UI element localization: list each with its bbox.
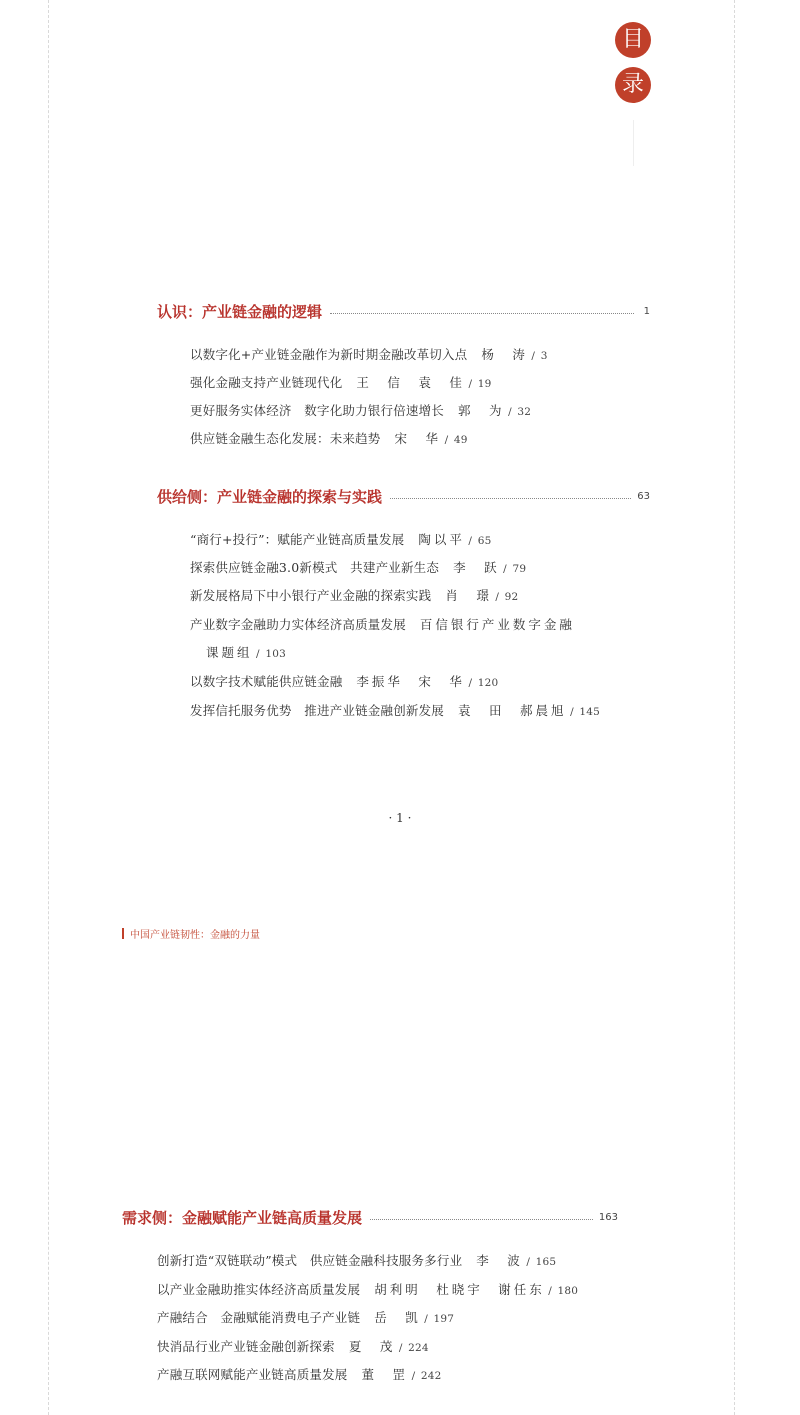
toc-entry[interactable]: 供应链金融生态化发展：未来趋势 宋 华 / 49 <box>190 431 468 446</box>
entry-author: 李 波 <box>476 1253 523 1268</box>
page-number: · 1 · <box>388 811 412 825</box>
section-title: 供给侧：产业链金融的探索与实践 <box>157 488 383 506</box>
entry-title: 新发展格局下中小银行产业金融的探索实践 <box>190 588 432 603</box>
toc-entry[interactable]: 产融结合 金融赋能消费电子产业链 岳 凯 / 197 <box>157 1310 455 1325</box>
running-head <box>122 926 260 941</box>
entry-author: 百信银行产业数字金融 <box>419 617 575 632</box>
entry-page: 242 <box>420 1370 442 1382</box>
dot-leader <box>370 1219 593 1220</box>
section-heading[interactable] <box>157 486 650 507</box>
entry-author: 夏 茂 <box>348 1339 396 1354</box>
entry-page: 32 <box>517 406 532 418</box>
toc-entry[interactable]: 发挥信托服务优势 推进产业链金融创新发展 袁 田 郝晨旭 / 145 <box>190 703 601 718</box>
section-page: 163 <box>598 1212 618 1223</box>
entry-title: 产业数字金融助力实体经济高质量发展 <box>190 617 406 632</box>
toc-entry[interactable] <box>190 615 575 633</box>
entry-page: 19 <box>477 378 492 390</box>
toc-entry[interactable]: 创新打造“双链联动”模式 供应链金融科技服务多行业 李 波 / 165 <box>157 1253 557 1268</box>
entry-page: 180 <box>557 1285 579 1297</box>
entry-title: 供应链金融生态化发展：未来趋势 <box>190 431 381 446</box>
toc-entry[interactable]: 更好服务实体经济 数字化助力银行倍速增长 郭 为 / 32 <box>190 403 532 418</box>
section-heading[interactable] <box>122 1207 618 1228</box>
entry-page: 79 <box>512 563 527 575</box>
toc-entry[interactable]: 强化金融支持产业链现代化 王 信 袁 佳 / 19 <box>190 375 492 390</box>
entry-title: 更好服务实体经济 数字化助力银行倍速增长 <box>190 403 445 418</box>
entry-author: 岳 凯 <box>374 1310 421 1325</box>
entry-page: 49 <box>453 434 468 446</box>
entry-author: 王 信 袁 佳 <box>356 375 465 390</box>
entry-page: 197 <box>433 1313 455 1325</box>
dot-leader <box>330 313 634 314</box>
entry-author-continuation: 课题组 <box>206 645 253 660</box>
toc-entry-continuation[interactable]: 课题组 / 103 <box>206 645 286 660</box>
section-title: 认识：产业链金融的逻辑 <box>157 303 323 321</box>
entry-page: 120 <box>477 677 499 689</box>
section-page: 63 <box>637 491 650 502</box>
right-margin-guide <box>734 0 735 1415</box>
toc-entry[interactable]: “商行+投行”：赋能产业链高质量发展 陶以平 / 65 <box>190 532 492 547</box>
toc-entry[interactable]: 产融互联网赋能产业链高质量发展 董 罡 / 242 <box>157 1367 442 1382</box>
toc-entry[interactable]: 以数字技术赋能供应链金融 李振华 宋 华 / 120 <box>190 674 499 689</box>
toc-entry[interactable]: 快消品行业产业链金融创新探索 夏 茂 / 224 <box>157 1339 429 1354</box>
decorative-line <box>633 120 634 166</box>
entry-title: 创新打造“双链联动”模式 供应链金融科技服务多行业 <box>157 1253 463 1268</box>
running-head-text: 中国产业链韧性：金融的力量 <box>130 930 260 941</box>
toc-entry[interactable]: 新发展格局下中小银行产业金融的探索实践 肖 璟 / 92 <box>190 588 519 603</box>
entry-author: 杨 涛 <box>481 347 528 362</box>
entry-page: 224 <box>408 1342 429 1354</box>
entry-title: 探索供应链金融3.0新模式 共建产业新生态 <box>190 560 440 575</box>
toc-title-char-2: 录 <box>615 67 651 103</box>
toc-entry[interactable]: 以数字化+产业链金融作为新时期金融改革切入点 杨 涛 / 3 <box>190 347 548 362</box>
toc-entry[interactable]: 探索供应链金融3.0新模式 共建产业新生态 李 跃 / 79 <box>190 560 527 575</box>
entry-page: 145 <box>579 706 601 718</box>
entry-title: 产融结合 金融赋能消费电子产业链 <box>157 1310 361 1325</box>
entry-title: 产融互联网赋能产业链高质量发展 <box>157 1367 348 1382</box>
entry-title: 发挥信托服务优势 推进产业链金融创新发展 <box>190 703 445 718</box>
entry-author: 董 罡 <box>361 1367 409 1382</box>
entry-author: 郭 为 <box>458 403 505 418</box>
entry-page: 92 <box>504 591 519 603</box>
entry-title: 快消品行业产业链金融创新探索 <box>157 1339 335 1354</box>
entry-author: 李 跃 <box>453 560 500 575</box>
entry-author: 李振华 宋 华 <box>356 674 465 689</box>
dot-leader <box>390 498 631 499</box>
entry-title: “商行+投行”：赋能产业链高质量发展 <box>190 532 405 547</box>
entry-author: 陶以平 <box>418 532 465 547</box>
entry-page: 103 <box>265 648 286 660</box>
entry-page: 3 <box>540 350 548 362</box>
running-head-bar <box>122 928 124 939</box>
entry-title: 以数字化+产业链金融作为新时期金融改革切入点 <box>190 347 468 362</box>
section-page: 1 <box>643 306 650 317</box>
left-margin-guide <box>48 0 49 1415</box>
entry-title: 以产业金融助推实体经济高质量发展 <box>157 1282 361 1297</box>
entry-author: 袁 田 郝晨旭 <box>458 703 567 718</box>
entry-title: 以数字技术赋能供应链金融 <box>190 674 343 689</box>
toc-title-char-1: 目 <box>615 22 651 58</box>
section-heading[interactable] <box>157 301 650 322</box>
entry-author: 肖 璟 <box>445 588 492 603</box>
entry-page: 165 <box>535 1256 557 1268</box>
entry-title: 强化金融支持产业链现代化 <box>190 375 343 390</box>
entry-author: 宋 华 <box>394 431 442 446</box>
toc-entry[interactable]: 以产业金融助推实体经济高质量发展 胡利明 杜晓宇 谢任东 / 180 <box>157 1282 579 1297</box>
entry-page: 65 <box>477 535 492 547</box>
entry-author: 胡利明 杜晓宇 谢任东 <box>374 1282 545 1297</box>
section-title: 需求侧：金融赋能产业链高质量发展 <box>122 1209 363 1227</box>
